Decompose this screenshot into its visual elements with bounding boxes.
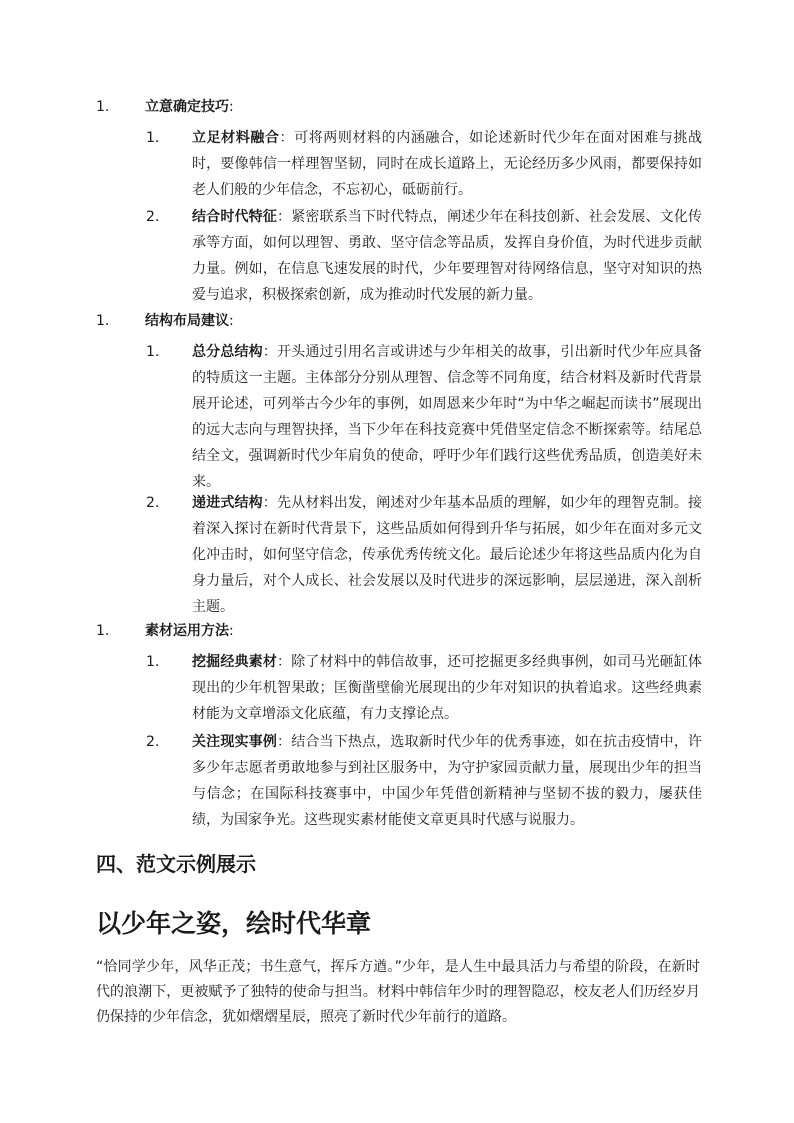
list-number: 2. [146, 209, 160, 225]
chapter-heading: 四、范文示例展示 [96, 852, 256, 876]
list-item [146, 339, 702, 495]
list-number: 1. [146, 654, 160, 670]
list-item-body [192, 649, 702, 727]
item-keyword: 总分总结构 [192, 344, 263, 360]
list-item [146, 204, 702, 308]
item-keyword: 递进式结构 [192, 495, 263, 511]
list-item-body [192, 339, 702, 495]
section-title: 立意确定技巧: [145, 99, 234, 115]
item-text: ：紧密联系当下时代特点，阐述少年在科技创新、社会发展、文化传承等方面，如何以理智、勇敢、坚守信念等品质，发挥自身价值，为时代进步贡献力量。例如，在信息飞速发展的时代，少年要理智对待网络信息，坚守对知识的热爱与追求，积极探索创新，成为推动时代发展的新力量。 [192, 209, 703, 303]
item-keyword: 结合时代特征 [192, 209, 278, 225]
list-number: 2. [146, 734, 160, 750]
list-item [146, 729, 702, 833]
section-title: 结构布局建议: [145, 313, 234, 329]
list-item-body [192, 490, 702, 620]
list-item [146, 490, 702, 620]
item-keyword: 挖掘经典素材 [192, 654, 278, 670]
list-item-body [192, 204, 702, 308]
list-item-body [192, 729, 702, 833]
list-number: 2. [146, 495, 160, 511]
list-number: 1. [146, 344, 160, 360]
list-item [146, 125, 702, 203]
list-number: 1. [96, 623, 110, 639]
list-item [146, 649, 702, 727]
list-number: 1. [146, 130, 160, 146]
list-number: 1. [96, 99, 110, 115]
item-keyword: 关注现实事例 [192, 734, 278, 750]
item-text: ：结合当下热点，选取新时代少年的优秀事迹，如在抗击疫情中，许多少年志愿者勇敢地参与到社区服务中，为守护家园贡献力量，展现出少年的担当与信念；在国际科技赛事中，中国少年凭借创新精神与坚韧不拔的毅力，屡获佳绩，为国家争光。这些现实素材能使文章更具时代感与说服力。 [192, 734, 703, 828]
section-title: 素材运用方法: [145, 623, 234, 639]
list-number: 1. [96, 313, 110, 329]
item-keyword: 立足材料融合 [192, 130, 280, 146]
item-text: ：除了材料中的韩信故事，还可挖掘更多经典事例，如司马光砸缸体现出的少年机智果敢；匡衡凿壁偷光展现出的少年对知识的执着追求。这些经典素材能为文章增添文化底蕴，有力支撑论点。 [192, 654, 703, 722]
item-text: ：先从材料出发，阐述对少年基本品质的理解，如少年的理智克制。接着深入探讨在新时代背景下，这些品质如何得到升华与拓展，如少年在面对多元文化冲击时，如何坚守信念，传承优秀传统文化。最后论述少年将这些品质内化为自身力量后，对个人成长、社会发展以及时代进步的深远影响，层层递进，深入剖析主题。 [192, 495, 703, 615]
essay-title: 以少年之姿，绘时代华章 [96, 909, 372, 938]
item-text: ：开头通过引用名言或讲述与少年相关的故事，引出新时代少年应具备的特质这一主题。主体部分分别从理智、信念等不同角度，结合材料及新时代背景展开论述，可列举古今少年的事例，如周恩来少年时“为中华之崛起而读书”展现出的远大志向与理智抉择，当下少年在科技竞赛中凭借坚定信念不断探索等。结尾总结全文，强调新时代少年肩负的使命，呼吁少年们践行这些优秀品质，创造美好未来。 [192, 344, 703, 490]
essay-paragraph: “恰同学少年，风华正茂；书生意气，挥斥方遒。”少年，是人生中最具活力与希望的阶段，在新时代的浪潮下，更被赋予了独特的使命与担当。材料中韩信年少时的理智隐忍，校友老人们历经岁月仍保持的少年信念，犹如熠熠星辰，照亮了新时代少年前行的道路。 [96, 959, 700, 1025]
item-text: ：可将两则材料的内涵融合，如论述新时代少年在面对困难与挑战时，要像韩信一样理智坚韧，同时在成长道路上，无论经历多少风雨，都要保持如老人们般的少年信念，不忘初心，砥砺前行。 [192, 130, 703, 198]
list-item-body [192, 125, 702, 203]
